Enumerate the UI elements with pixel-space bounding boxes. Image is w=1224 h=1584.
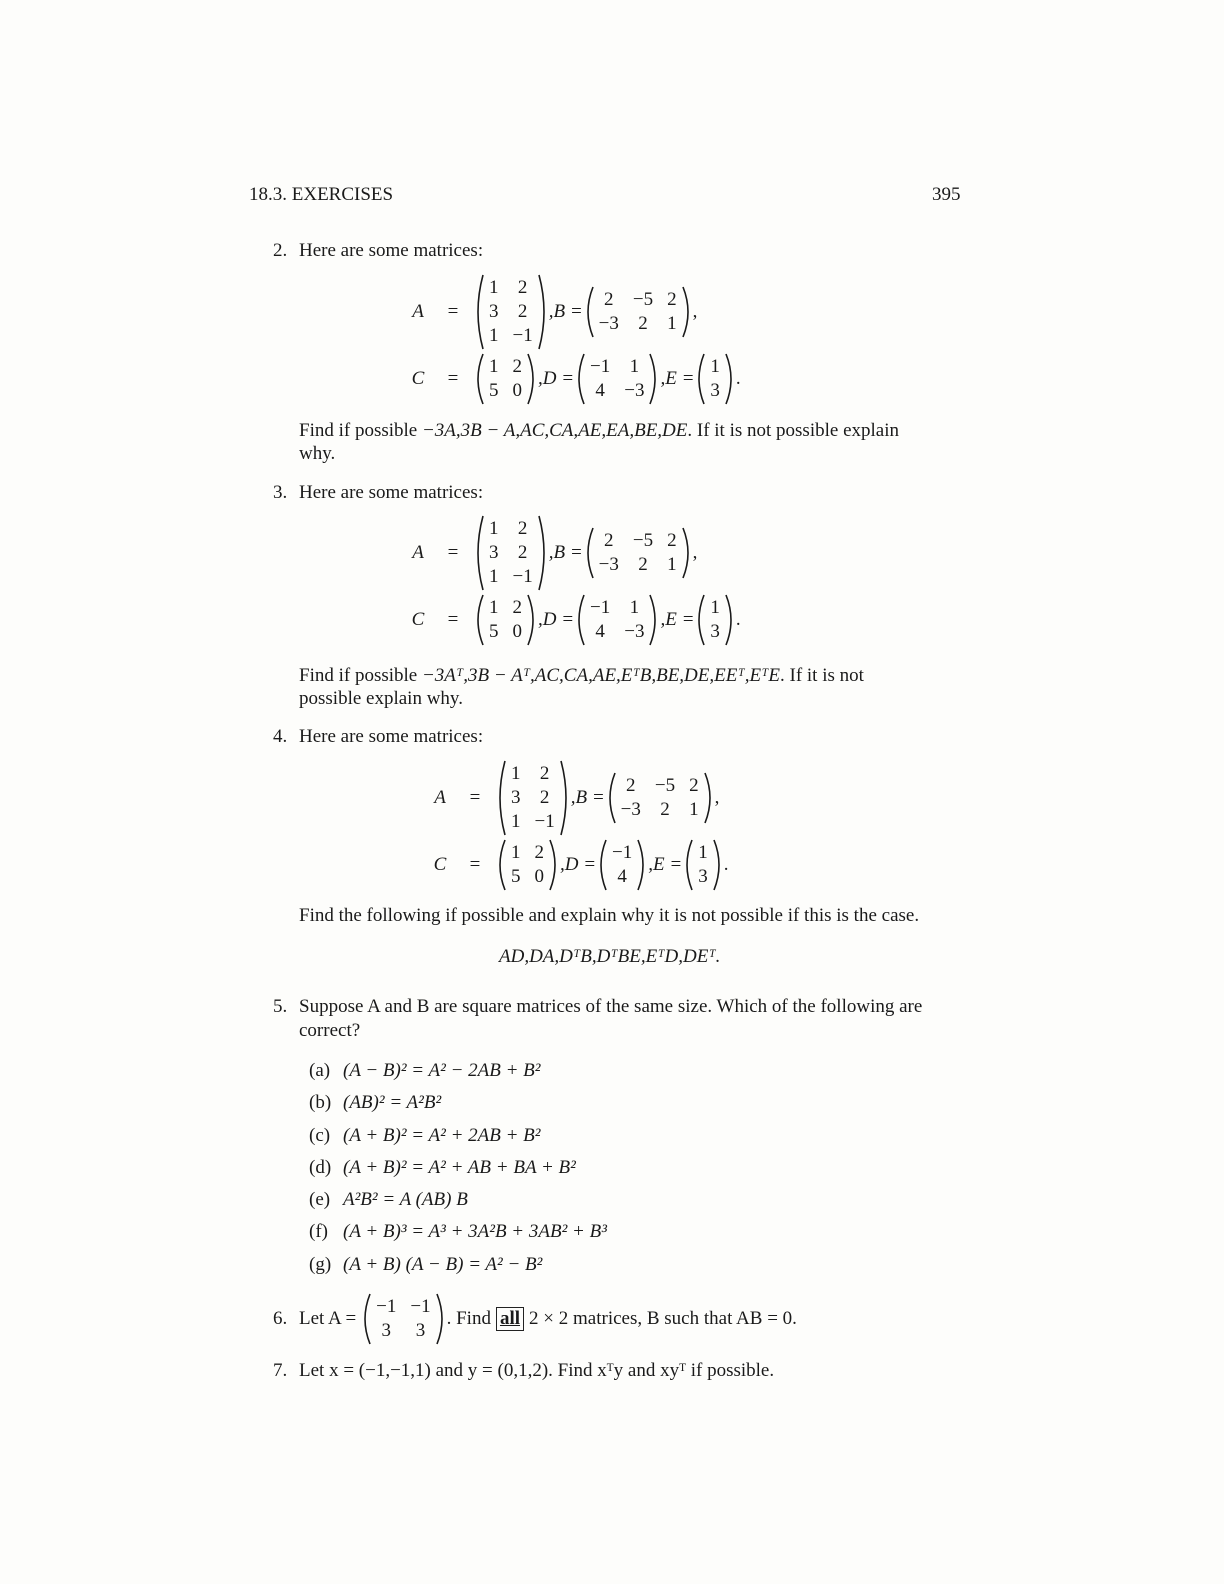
- matrix-entries: [485, 596, 526, 644]
- item-expression: (A + B) (A − B) = A² − B²: [343, 1253, 543, 1275]
- matrix-entry: 1: [629, 597, 640, 618]
- matrix-entry: 2: [517, 301, 528, 322]
- exercise-3-row1: [403, 517, 697, 589]
- left-paren-icon: [694, 352, 706, 406]
- right-paren-icon: [636, 838, 648, 892]
- matrix-entry: 5: [489, 621, 499, 642]
- exercise-6-let: Let A =: [299, 1308, 357, 1329]
- matrix-entry: −3: [624, 380, 645, 401]
- right-paren-icon: [548, 838, 560, 892]
- exercise-5-number: 5.: [273, 996, 288, 1017]
- right-paren-icon: [712, 838, 724, 892]
- left-paren-icon: [596, 838, 608, 892]
- left-paren-icon: [495, 838, 507, 892]
- matrix-entry: −1: [612, 842, 633, 863]
- matrix-entry: 0: [534, 866, 544, 887]
- equals-sign: =: [447, 542, 459, 563]
- exercise-4-task: Find the following if possible and explain why it is not possible if this is the case.: [299, 905, 920, 926]
- exercise-7-number: 7.: [273, 1360, 288, 1381]
- matrix-B: [583, 526, 693, 580]
- label-A: A: [412, 542, 424, 563]
- task-text-end: . If it is not: [780, 665, 864, 686]
- item-expression: A²B² = A (AB) B: [343, 1189, 468, 1211]
- item-label: (c): [309, 1124, 331, 1146]
- matrix-entry: −1: [512, 566, 533, 587]
- exercise-4-list: AD,DA,DᵀB,DᵀBE,EᵀD,DEᵀ.: [499, 946, 721, 967]
- matrix-entry: 1: [489, 325, 499, 346]
- left-paren-icon: [583, 526, 595, 580]
- label-B: ,B =: [548, 301, 583, 322]
- matrix-E: [682, 838, 724, 892]
- label-E: ,E =: [660, 609, 695, 630]
- matrix-entries: [586, 355, 648, 403]
- equals-sign: =: [447, 301, 459, 322]
- matrix-entry: 3: [710, 621, 720, 642]
- comma: ,: [692, 542, 698, 563]
- matrix-entry: −3: [598, 554, 619, 575]
- item-label: (e): [309, 1189, 331, 1211]
- equals-sign: =: [447, 609, 459, 630]
- right-paren-icon: [435, 1292, 447, 1346]
- period: .: [735, 368, 741, 389]
- matrix-entry: 1: [489, 597, 499, 618]
- label-D: ,D =: [538, 609, 575, 630]
- matrix-entry: −1: [410, 1296, 431, 1317]
- label-D: ,D =: [560, 854, 597, 875]
- matrix-entry: 2: [667, 289, 677, 310]
- exercise-4-intro: Here are some matrices:: [299, 726, 484, 747]
- matrix-B: [583, 285, 693, 339]
- matrix-entries: [706, 355, 724, 403]
- matrix-entry: −1: [376, 1296, 397, 1317]
- page-number: 395: [932, 184, 961, 205]
- exercise-5-text: Suppose A and B are square matrices of the same size. Which of the following are: [299, 996, 923, 1017]
- exercise-3-number: 3.: [273, 482, 288, 503]
- matrix-entry: 3: [381, 1320, 392, 1341]
- matrix-entry: 2: [517, 277, 528, 298]
- label-E: ,E =: [648, 854, 683, 875]
- matrix-entries: [507, 841, 548, 889]
- label-A: A: [434, 787, 446, 808]
- exercise-3-intro: Here are some matrices:: [299, 482, 484, 503]
- list-item: [309, 1254, 607, 1286]
- matrix-entry: −5: [632, 530, 654, 551]
- matrix-entry: 2: [604, 530, 614, 551]
- matrix-entry: 3: [710, 380, 720, 401]
- matrix-entry: 1: [629, 356, 640, 377]
- right-paren-icon: [724, 593, 736, 647]
- matrix-A: [473, 514, 549, 592]
- label-B: ,B =: [570, 787, 605, 808]
- equals-sign: =: [469, 787, 481, 808]
- matrix-entry: −3: [624, 621, 645, 642]
- matrix-D: [596, 838, 648, 892]
- matrix-entry: 2: [604, 289, 614, 310]
- right-paren-icon: [537, 273, 549, 351]
- label-C: C: [411, 609, 425, 630]
- equals-sign: =: [469, 854, 481, 875]
- matrix-entry: 1: [511, 763, 521, 784]
- matrix-E: [694, 593, 736, 647]
- equals-sign: =: [447, 368, 459, 389]
- right-paren-icon: [559, 759, 571, 837]
- matrix-entry: 5: [511, 866, 521, 887]
- exercise-4-number: 4.: [273, 726, 288, 747]
- matrix-entry: 2: [512, 597, 522, 618]
- left-paren-icon: [574, 593, 586, 647]
- exercise-6-rest: 2 × 2 matrices, B such that AB = 0.: [529, 1308, 797, 1329]
- item-expression: (A + B)² = A² + 2AB + B²: [343, 1124, 541, 1146]
- matrix-entry: 2: [667, 530, 677, 551]
- matrix-entries: [608, 841, 636, 889]
- item-label: (a): [309, 1060, 331, 1081]
- label-E: ,E =: [660, 368, 695, 389]
- matrix-entry: 1: [710, 597, 720, 618]
- matrix-entry: −1: [512, 325, 533, 346]
- matrix-entries: [485, 517, 537, 589]
- label-D: ,D =: [538, 368, 575, 389]
- period: .: [735, 609, 741, 630]
- matrix-entry: 2: [517, 542, 528, 563]
- matrix-entry: 2: [689, 775, 699, 796]
- label-B: ,B =: [548, 542, 583, 563]
- exercise-3-row2: [403, 596, 741, 644]
- label-A: A: [412, 301, 424, 322]
- exercise-5-text-line2: correct?: [299, 1020, 361, 1041]
- right-paren-icon: [681, 285, 693, 339]
- item-label: (d): [309, 1156, 332, 1178]
- matrix-entry: 2: [638, 313, 648, 334]
- exercise-6-find: . Find: [446, 1308, 491, 1329]
- matrix-entry: 1: [667, 313, 677, 334]
- left-paren-icon: [473, 352, 485, 406]
- exercise-3-task-line2: possible explain why.: [299, 688, 463, 709]
- task-text-end: . If it is not possible explain: [687, 420, 899, 441]
- item-expression: (AB)² = A²B²: [343, 1092, 442, 1114]
- item-label: (g): [309, 1253, 332, 1275]
- matrix-entry: 2: [638, 554, 648, 575]
- matrix-entry: 4: [617, 866, 627, 887]
- matrix-entry: 2: [539, 787, 550, 808]
- matrix-entry: 0: [512, 380, 522, 401]
- left-paren-icon: [605, 771, 617, 825]
- matrix-entry: −3: [598, 313, 619, 334]
- list-item: [309, 1189, 607, 1221]
- matrix-entry: 4: [595, 380, 605, 401]
- exercise-4-row2: [425, 841, 728, 889]
- matrix-entry: 2: [660, 799, 670, 820]
- matrix-entry: 1: [489, 566, 499, 587]
- matrix-entry: 2: [534, 842, 544, 863]
- matrix-C: [473, 352, 538, 406]
- matrix-A: [495, 759, 571, 837]
- matrix-entry: 3: [511, 787, 521, 808]
- exercise-4-row1: [425, 762, 719, 834]
- matrix-entry: 3: [489, 301, 499, 322]
- right-paren-icon: [526, 352, 538, 406]
- list-item: [309, 1157, 607, 1189]
- matrix-entries: [485, 276, 537, 348]
- matrix-C: [473, 593, 538, 647]
- matrix-C: [495, 838, 560, 892]
- matrix-entries: [617, 774, 703, 822]
- list-item: [309, 1092, 607, 1124]
- list-item: [309, 1125, 607, 1157]
- matrix-entry: 1: [667, 554, 677, 575]
- exercise-2-number: 2.: [273, 240, 288, 261]
- matrix-entry: 4: [595, 621, 605, 642]
- left-paren-icon: [360, 1292, 372, 1346]
- matrix-A: [473, 273, 549, 351]
- matrix-entry: 0: [512, 621, 522, 642]
- matrix-entry: 1: [689, 799, 699, 820]
- matrix-D: [574, 352, 660, 406]
- item-label: (f): [309, 1221, 328, 1243]
- exercise-2-row2: [403, 355, 741, 403]
- label-C: C: [411, 368, 425, 389]
- matrix-entry: −1: [534, 811, 555, 832]
- task-math: −3A,3B − A,AC,CA,AE,EA,BE,DE: [421, 420, 688, 441]
- matrix-entries: [706, 596, 724, 644]
- matrix-entries: [595, 288, 681, 336]
- matrix-entries: [372, 1295, 434, 1343]
- period: .: [723, 854, 729, 875]
- exercise-2-intro: Here are some matrices:: [299, 240, 484, 261]
- right-paren-icon: [648, 352, 660, 406]
- exercise-3-task: [299, 664, 864, 688]
- left-paren-icon: [495, 759, 507, 837]
- matrix-entry: −5: [632, 289, 654, 310]
- exercise-7-text: Let x = (−1,−1,1) and y = (0,1,2). Find xᵀy and xyᵀ if possible.: [299, 1360, 775, 1381]
- left-paren-icon: [694, 593, 706, 647]
- matrix-entry: 1: [710, 356, 720, 377]
- comma: ,: [692, 301, 698, 322]
- matrix-B: [605, 771, 715, 825]
- matrix-entries: [595, 529, 681, 577]
- exercise-5-items: [309, 1060, 607, 1286]
- right-paren-icon: [537, 514, 549, 592]
- item-label: (b): [309, 1092, 332, 1114]
- left-paren-icon: [574, 352, 586, 406]
- exercise-2-task: [299, 419, 962, 443]
- list-item: [309, 1221, 607, 1253]
- left-paren-icon: [583, 285, 595, 339]
- list-item: [309, 1060, 607, 1092]
- matrix-entry: 3: [489, 542, 499, 563]
- task-text: Find if possible: [299, 420, 422, 441]
- item-expression: (A − B)² = A² − 2AB + B²: [343, 1060, 541, 1081]
- matrix-entry: 2: [517, 518, 528, 539]
- exercise-6-number: 6.: [273, 1308, 288, 1329]
- left-paren-icon: [473, 593, 485, 647]
- section-header: 18.3. EXERCISES: [249, 184, 394, 205]
- exercise-2-task-line2: why.: [299, 443, 336, 464]
- matrix-entry: 2: [512, 356, 522, 377]
- matrix-entries: [586, 596, 648, 644]
- right-paren-icon: [681, 526, 693, 580]
- matrix-entry: 2: [539, 763, 550, 784]
- left-paren-icon: [473, 514, 485, 592]
- exercise-6: [273, 1295, 797, 1343]
- matrix-entry: −1: [590, 356, 611, 377]
- matrix-entry: −1: [590, 597, 611, 618]
- task-math: −3Aᵀ,3B − Aᵀ,AC,CA,AE,EᵀB,BE,DE,EEᵀ,EᵀE: [421, 665, 780, 686]
- matrix-D: [574, 593, 660, 647]
- matrix-entry: −5: [654, 775, 676, 796]
- matrix-E: [694, 352, 736, 406]
- left-paren-icon: [682, 838, 694, 892]
- right-paren-icon: [703, 771, 715, 825]
- matrix-entry: 1: [489, 356, 499, 377]
- left-paren-icon: [473, 273, 485, 351]
- right-paren-icon: [724, 352, 736, 406]
- right-paren-icon: [526, 593, 538, 647]
- matrix-entries: [694, 841, 712, 889]
- matrix-entry: 1: [489, 518, 499, 539]
- matrix-entry: 1: [511, 842, 521, 863]
- matrix-entry: 1: [511, 811, 521, 832]
- right-paren-icon: [648, 593, 660, 647]
- boxed-all: all: [496, 1307, 524, 1331]
- exercise-2-row1: [403, 276, 697, 348]
- comma: ,: [714, 787, 720, 808]
- matrix-entries: [485, 355, 526, 403]
- matrix-entry: 5: [489, 380, 499, 401]
- label-C: C: [433, 854, 447, 875]
- matrix-entry: 2: [626, 775, 636, 796]
- matrix-entries: [507, 762, 559, 834]
- item-expression: (A + B)² = A² + AB + BA + B²: [343, 1156, 576, 1178]
- item-expression: (A + B)³ = A³ + 3A²B + 3AB² + B³: [343, 1221, 607, 1243]
- matrix-entry: 1: [489, 277, 499, 298]
- matrix-entry: 3: [698, 866, 708, 887]
- matrix-entry: 3: [415, 1320, 426, 1341]
- task-text: Find if possible: [299, 665, 422, 686]
- matrix-A: [360, 1292, 446, 1346]
- matrix-entry: −3: [620, 799, 641, 820]
- matrix-entry: 1: [698, 842, 708, 863]
